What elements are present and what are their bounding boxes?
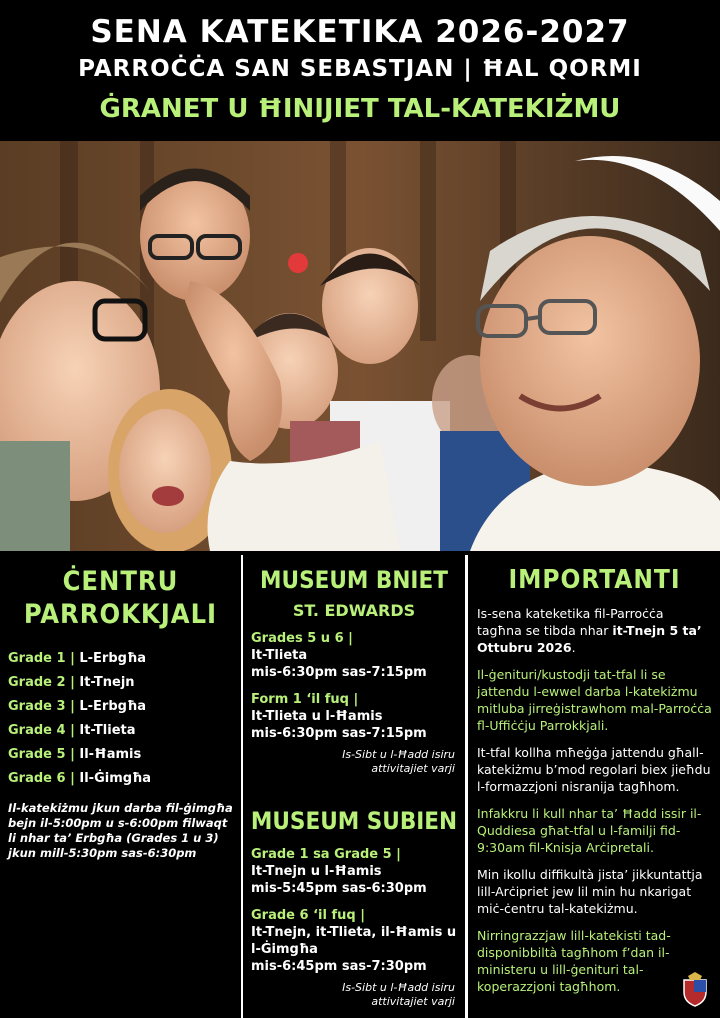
list-item — [8, 767, 241, 791]
page-title: SENA KATEKETIKA 2026-2027 — [90, 14, 630, 50]
block-label: Grade 1 sa Grade 5 | — [251, 847, 401, 862]
list-item — [8, 719, 241, 743]
hero-photo — [0, 141, 720, 551]
grade-label: Grade 3 — [8, 699, 66, 714]
bniet-title: MUSEUM BNIET — [260, 566, 448, 594]
bniet-subtitle: ST. EDWARDS — [292, 601, 416, 620]
block-time: mis-5:45pm sas-6:30pm — [251, 881, 427, 896]
subien-block-1 — [251, 846, 457, 897]
page-heading: ĠRANET U ĦINIJIET TAL-KATEKIŻMU — [99, 94, 621, 124]
page-subtitle: PARROĊĊA SAN SEBASTJAN | ĦAL QORMI — [78, 56, 642, 82]
block-day: It-Tlieta — [251, 648, 308, 663]
list-item — [8, 671, 241, 695]
centru-column — [0, 555, 241, 1018]
importanti-paragraph-3: It-tfal kollha mħeġġa jattendu għall-katekiżmu b’mod regolari biex jieħdu l-formazzjoni nisranija tagħhom. — [477, 745, 711, 794]
grade-label: Grade 5 — [8, 747, 66, 762]
grade-separator: | — [70, 675, 75, 690]
start-date: it-Tnejn 5 ta’ Ottubru 2026 — [477, 623, 702, 655]
grade-label: Grade 1 — [8, 651, 66, 666]
importanti-paragraph-2: Il-ġenituri/kustodji tat-tfal li se jattendu l-ewwel darba l-katekiżmu mitluba jirreġistrawhom mal-Parroċċa fl-Uffiċċju Parrokkjali. — [477, 667, 712, 733]
grade-day: Il-Ġimgħa — [79, 771, 152, 786]
block-label: Grade 6 ‘il fuq | — [251, 908, 365, 923]
importanti-paragraph-5: Min ikollu diffikultà jista’ jikkuntattja lill-Arċipriet jew lil min hu nkarigat miċ-ċentru tal-katekiżmu. — [477, 867, 703, 916]
grade-label: Grade 2 — [8, 675, 66, 690]
centru-title-line1: ĊENTRU — [62, 566, 179, 597]
block-label: Grades 5 u 6 | — [251, 631, 353, 646]
importanti-title: IMPORTANTI — [508, 565, 681, 595]
block-label: Form 1 ‘il fuq | — [251, 692, 359, 707]
subien-block-2 — [251, 907, 457, 975]
importanti-paragraph-4: Infakkru li kull nhar ta’ Ħadd issir il-Quddiesa għat-tfal u l-familji fid-9:30am fil-Knisja Arċipretali. — [477, 806, 702, 855]
block-time: mis-6:30pm sas-7:15pm — [251, 665, 427, 680]
list-item — [8, 647, 241, 671]
grade-separator: | — [70, 771, 75, 786]
hero-photo-illustration — [0, 141, 720, 551]
subien-title: MUSEUM SUBIEN — [250, 807, 458, 835]
block-day: It-Tnejn u l-Ħamis — [251, 864, 382, 879]
importanti-column — [469, 555, 720, 1018]
grade-day: L-Erbgħa — [79, 651, 146, 666]
grade-day: It-Tnejn — [79, 675, 135, 690]
grade-day: L-Erbgħa — [79, 699, 146, 714]
grade-separator: | — [70, 723, 75, 738]
paragraph-end: . — [571, 640, 576, 655]
grade-separator: | — [70, 699, 75, 714]
header — [0, 0, 720, 140]
grade-label: Grade 4 — [8, 723, 66, 738]
importanti-paragraph-6: Nirringrazzjaw lill-katekisti tad-disponibbiltà tagħhom f’dan il-ministeru u lill-ġenituri tal-koperazzjoni tagħhom. — [477, 928, 671, 994]
grade-separator: | — [70, 651, 75, 666]
subien-note: Is-Sibt u l-Ħadd isiru attivitajiet varji — [342, 981, 455, 1008]
block-day: It-Tnejn, it-Tlieta, il-Ħamis u l-Ġimgħa — [251, 925, 457, 957]
importanti-paragraph-1 — [477, 605, 712, 656]
column-divider-2 — [465, 555, 468, 1018]
grade-day: It-Tlieta — [79, 723, 136, 738]
list-item — [8, 743, 241, 767]
grade-separator: | — [70, 747, 75, 762]
museum-column — [243, 555, 465, 1018]
block-time: mis-6:45pm sas-7:30pm — [251, 959, 427, 974]
centru-grade-list — [8, 647, 241, 791]
parish-crest-icon — [680, 972, 710, 1008]
block-time: mis-6:30pm sas-7:15pm — [251, 726, 427, 741]
centru-title-line2: PARROKKJALI — [23, 599, 218, 630]
centru-title — [0, 565, 241, 631]
centru-note: Il-katekiżmu jkun darba fil-ġimgħa bejn il-5:00pm u s-6:00pm filwaqt li nhar ta’ Erbgħa (Grades 1 u 3) jkun mill-5:30pm sas-6:30pm — [8, 801, 233, 860]
grade-day: Il-Ħamis — [79, 747, 142, 762]
bniet-note: Is-Sibt u l-Ħadd isiru attivitajiet varji — [342, 748, 455, 775]
bniet-block-1 — [251, 630, 457, 681]
paragraph-text: Is-sena kateketika fil-Parroċċa tagħna se tibda nhar — [477, 606, 664, 638]
grade-label: Grade 6 — [8, 771, 66, 786]
bniet-block-2 — [251, 691, 457, 742]
block-day: It-Tlieta u l-Ħamis — [251, 709, 383, 724]
list-item — [8, 695, 241, 719]
